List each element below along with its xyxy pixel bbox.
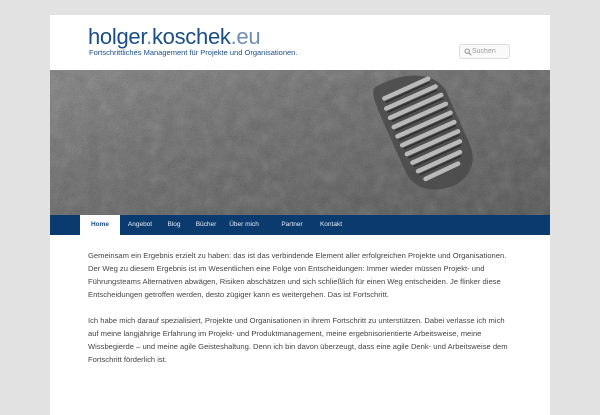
nav-item-partner[interactable]: Partner [281, 221, 303, 228]
site-title-name: koschek [151, 24, 231, 49]
site-tagline: Fortschrittliches Management für Projekte und Organisationen. [89, 48, 298, 57]
nav-item-ueber-mich[interactable]: Über mich [229, 221, 259, 228]
search-icon [464, 48, 472, 56]
nav-item-home[interactable]: Home [80, 215, 120, 235]
header-image-moon-footprint [50, 70, 550, 215]
site-title[interactable] [88, 24, 260, 50]
search-box[interactable] [459, 44, 510, 59]
nav-item-angebot[interactable]: Angebot [127, 221, 153, 228]
nav-item-blog[interactable]: Blog [167, 221, 181, 228]
main-navigation [50, 215, 550, 235]
page [50, 15, 550, 415]
main-content [88, 249, 508, 379]
nav-item-buecher[interactable]: Bücher [195, 221, 217, 228]
specialization-paragraph: Ich habe mich darauf spezialisiert, Projekte und Organisationen in ihrem Fortschritt zu unterstützen. Dabei verlasse ich mich auf meine langjährige Erfahrung im Projekt- und Produktmanagement, meine ergebnisorientierte Arbeitsweise, meine Wissbegierde – und meine agile Geisteshaltung. Denn ich bin davon überzeugt, dass eine agile Denk- und Arbeitsweise dem Fortschritt förderlich ist. [88, 316, 508, 364]
site-title-main: holger [88, 24, 147, 49]
site-title-dot: . [146, 24, 152, 49]
site-title-suffix: .eu [230, 24, 261, 49]
intro-paragraph: Gemeinsam ein Ergebnis erzielt zu haben: das ist das verbindende Element aller erfolgreichen Projekte und Organisationen. Der Weg zu diesem Ergebnis ist im Wesentlichen eine Folge von Entscheidungen: Immer wieder müssen Projekt- und Führungsteams Alternativen abwägen, Risiken abschätzen und sich schließlich für einen Weg entscheiden. Je flinker diese Entscheidungen getroffen werden, desto zügiger kann es weitergehen. Das ist Fortschritt. [88, 251, 507, 299]
search-input[interactable] [472, 45, 509, 58]
nav-item-kontakt[interactable]: Kontakt [319, 221, 343, 228]
